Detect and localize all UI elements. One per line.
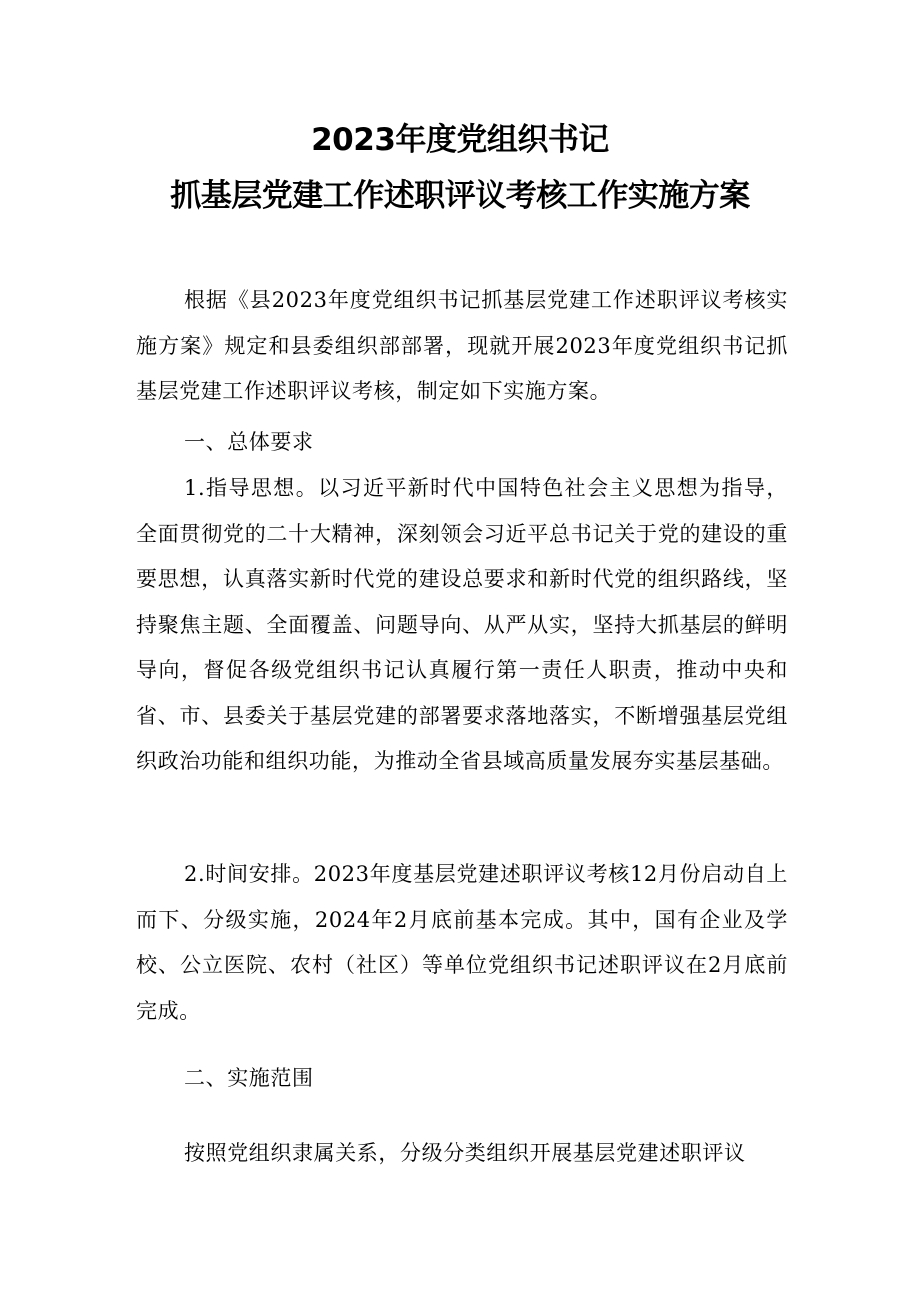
section-2-heading: 二、实施范围: [184, 1066, 314, 1090]
section-1-heading: 一、总体要求: [184, 430, 314, 454]
document-title-line-2: 抓基层党建工作述职评议考核工作实施方案: [170, 178, 750, 214]
guiding-thought-paragraph: 1.指导思想。以习近平新时代中国特色社会主义思想为指导，全面贯彻党的二十大精神，深刻领会习近平总书记关于党的建设的重要思想，认真落实新时代党的建设总要求和新时代党的组织路线，坚持聚焦主题、全面覆盖、问题导向、从严从实，坚持大抓基层的鲜明导向，督促各级党组织书记认真履行第一责任人职责，推动中央和省、市、县委关于基层党建的部署要求落地落实，不断增强基层党组织政治功能和组织功能，为推动全省县域高质量发展夯实基层基础。: [136, 476, 788, 773]
scope-paragraph: 按照党组织隶属关系，分级分类组织开展基层党建述职评议: [184, 1141, 746, 1165]
document-title-line-1: 2023年度党组织书记: [311, 122, 609, 158]
schedule-paragraph: 2.时间安排。2023年度基层党建述职评议考核12月份启动自上而下、分级实施，2024年2月底前基本完成。其中，国有企业及学校、公立医院、农村（社区）等单位党组织书记述职评议在2月底前完成。: [136, 862, 788, 1023]
intro-paragraph: 根据《县2023年度党组织书记抓基层党建工作述职评议考核实施方案》规定和县委组织部部署，现就开展2023年度党组织书记抓基层党建工作述职评议考核，制定如下实施方案。: [136, 288, 788, 403]
